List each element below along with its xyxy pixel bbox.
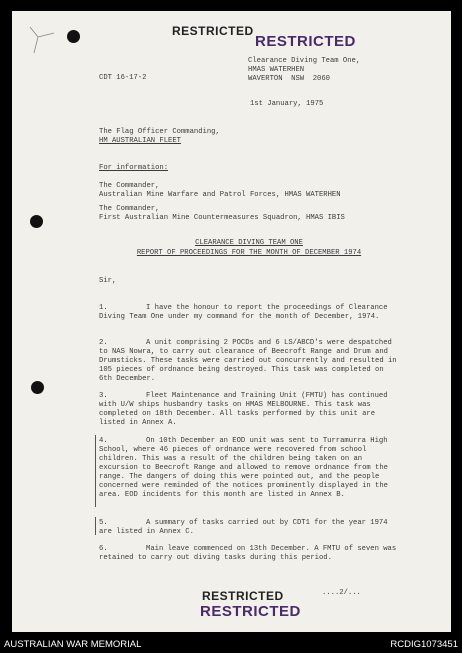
restricted-stamp-bottom-purple: RESTRICTED (200, 603, 301, 620)
pencil-mark-icon (28, 23, 58, 59)
paragraph-number: 2. (99, 339, 108, 347)
report-title-line-2: REPORT OF PROCEEDINGS FOR THE MONTH OF DECEMBER 1974 (136, 249, 362, 257)
paragraph-text: A unit comprising 2 POCDs and 6 LS/ABCD's were despatched to NAS Nowra, to carry out clearance of Beecroft Range and Drum and Drumsticks. These tasks were carried out concurrently and resulted in 105 pieces of ordnance being destroyed. This task was completed on 6th December. (99, 339, 397, 383)
margin-bracket (95, 517, 96, 535)
sender-base: HMAS WATERHEN (248, 66, 305, 74)
paragraph-text: A summary of tasks carried out by CDT1 for the year 1974 are listed in Annex C. (99, 519, 388, 536)
sender-location: WAVERTON NSW 2060 (248, 75, 330, 83)
info-heading: For information: (99, 164, 169, 172)
continuation-marker: ....2/... (322, 589, 361, 597)
addressee-line-2: HM AUSTRALIAN FLEET (99, 137, 181, 145)
sender-unit: Clearance Diving Team One, (248, 57, 361, 65)
punch-hole (67, 30, 80, 43)
punch-hole (31, 381, 44, 394)
archive-footer (0, 634, 462, 653)
info-1-line-1: The Commander, (99, 182, 160, 190)
letter-date: 1st January, 1975 (250, 100, 324, 108)
punch-hole (30, 215, 43, 228)
document-page (12, 11, 451, 632)
restricted-stamp-bottom: RESTRICTED (202, 589, 284, 603)
paragraph-number: 4. (99, 437, 108, 445)
restricted-stamp-top: RESTRICTED (172, 24, 254, 38)
margin-bracket (95, 435, 96, 507)
paragraph-text: Main leave commenced on 13th December. A FMTU of seven was retained to carry out diving tasks during this period. (99, 545, 397, 562)
paragraph-text: On 10th December an EOD unit was sent to Turramurra High School, where 46 pieces of ordnance were recovered from school children. This was a result of the children being taken on an excursion to Beecroft Range and allowed to remove ordnance from the range. The dangers of doing this were pointed out, and the people concerned were reminded of the notices prominently displayed in the area. EOD incidents for this month are listed in Annex B. (99, 437, 388, 499)
archive-name: AUSTRALIAN WAR MEMORIAL (4, 639, 142, 650)
info-1-line-2: Australian Mine Warfare and Patrol Forces, HMAS WATERHEN (99, 191, 341, 199)
info-2-line-2: First Australian Mine Countermeasures Squadron, HMAS IBIS (99, 214, 345, 222)
paragraph-number: 3. (99, 392, 108, 400)
archive-id: RCDIG1073451 (390, 639, 458, 650)
paragraph-number: 1. (99, 304, 108, 312)
report-title-line-1: CLEARANCE DIVING TEAM ONE (195, 239, 303, 247)
salutation: Sir, (99, 277, 117, 285)
paragraph-text: I have the honour to report the proceedings of Clearance Diving Team One under my command for the month of December, 1974. (99, 304, 388, 321)
paragraph-number: 5. (99, 519, 108, 527)
reference-number: CDT 16-17-2 (99, 74, 147, 82)
info-2-line-1: The Commander, (99, 205, 160, 213)
paragraph-text: Fleet Maintenance and Training Unit (FMTU) has continued with U/W ships husbandry tasks on HMAS MELBOURNE. This task was completed on 18th December. All tasks performed by this unit are listed in Annex A. (99, 392, 388, 427)
paragraph-number: 6. (99, 545, 108, 553)
addressee-line-1: The Flag Officer Commanding, (99, 128, 220, 136)
restricted-stamp-top-purple: RESTRICTED (255, 33, 356, 50)
